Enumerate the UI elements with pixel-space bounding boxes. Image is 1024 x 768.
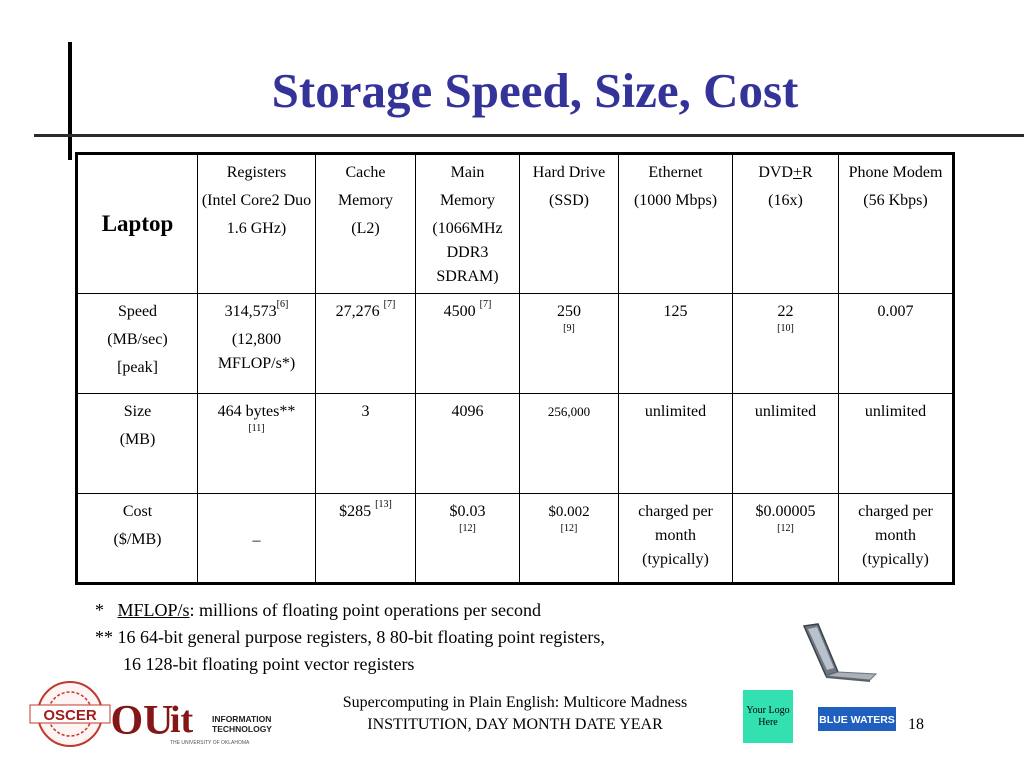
laptop-image [800, 622, 878, 684]
header-text: Main [450, 164, 485, 181]
cell-value: charged per month (typically) [858, 503, 933, 568]
cell-ref: [12] [777, 523, 794, 534]
cell-value: 3 [361, 403, 370, 420]
header-hard-drive [520, 154, 619, 294]
cell-text [419, 300, 516, 324]
table-cell [619, 494, 733, 584]
cell-text [319, 500, 412, 524]
cell-value: $0.03 [449, 503, 486, 520]
footnote-text: : millions of floating point operations per second [189, 600, 541, 620]
cell-value: charged per month (typically) [638, 503, 713, 568]
table-cell [839, 494, 954, 584]
cell-ref: [12] [459, 523, 476, 534]
it-logo-text: TECHNOLOGY [212, 724, 272, 734]
cell-ref: [7] [479, 299, 492, 310]
table-cell [316, 494, 416, 584]
footer-institution: INSTITUTION, DAY MONTH DATE YEAR [367, 716, 663, 733]
table-cell [198, 394, 316, 494]
table-cell [198, 294, 316, 394]
row-label-text: [peak] [117, 359, 158, 376]
table-row [77, 394, 954, 494]
footer-course: Supercomputing in Plain English: Multicore Madness [342, 694, 688, 711]
logo-placeholder: Your Logo Here [743, 690, 793, 743]
cell-value: 4096 [451, 403, 484, 420]
header-text: Hard Drive [532, 164, 606, 181]
cell-ref: [13] [375, 499, 392, 510]
footnote-mflops [95, 597, 605, 624]
header-text: Memory [337, 192, 394, 209]
row-label [77, 494, 198, 584]
cell-ref: [6] [276, 299, 289, 310]
table-cell [733, 394, 839, 494]
corner-label: Laptop [77, 154, 198, 294]
cell-value: $0.00005 [755, 503, 816, 520]
cell-value: 256,000 [547, 404, 591, 419]
header-cache [316, 154, 416, 294]
header-text: Memory [439, 192, 496, 209]
header-text: (SSD) [548, 192, 589, 209]
header-text: DVD [758, 164, 793, 181]
header-ethernet [619, 154, 733, 294]
table-cell [316, 394, 416, 494]
table-cell [520, 494, 619, 584]
row-label-text: ($/MB) [113, 531, 162, 548]
table-row [77, 294, 954, 394]
cell-ref: [10] [777, 323, 794, 334]
cell-ref: [12] [560, 523, 578, 534]
table-cell [520, 394, 619, 494]
table-cell [839, 294, 954, 394]
header-text: + [792, 164, 803, 181]
header-row [77, 154, 954, 294]
table-cell [198, 494, 316, 584]
cell-value: unlimited [864, 403, 927, 420]
header-text: (1066MHz DDR3 SDRAM) [432, 220, 503, 285]
cell-text [319, 300, 412, 324]
ou-logo [110, 688, 174, 746]
header-text: 1.6 GHz) [226, 220, 287, 237]
table-cell [416, 494, 520, 584]
page-number: 18 [908, 716, 924, 733]
header-text: (L2) [351, 220, 380, 237]
cell-value: 250 [557, 303, 581, 320]
oscer-logo-text: OSCER [43, 707, 97, 724]
it-logo [168, 692, 286, 748]
cell-ref: [9] [563, 323, 575, 334]
slide-footer [290, 692, 740, 736]
table-row [77, 494, 954, 584]
header-text: Ethernet [648, 164, 703, 181]
header-text: (56 Kbps) [863, 192, 928, 209]
slide-title: Storage Speed, Size, Cost [271, 63, 799, 118]
table-cell [316, 294, 416, 394]
table-cell [839, 394, 954, 494]
table-cell [619, 394, 733, 494]
it-logo-subtext: THE UNIVERSITY OF OKLAHOMA [170, 740, 250, 746]
cell-value: 27,276 [335, 303, 384, 320]
cell-ref: [11] [248, 423, 265, 434]
decorative-vertical-line [68, 42, 72, 160]
footnote-registers-cont: 16 128-bit floating point vector registers [123, 654, 415, 674]
header-text: (Intel Core2 Duo [201, 192, 312, 209]
table-cell [416, 294, 520, 394]
header-phone-modem [839, 154, 954, 294]
header-text: Phone Modem [848, 164, 943, 181]
cell-value: 464 bytes** [217, 403, 296, 420]
header-text: Cache [345, 164, 386, 181]
row-label [77, 294, 198, 394]
header-main-memory [416, 154, 520, 294]
row-label [77, 394, 198, 494]
it-logo-text: INFORMATION [212, 714, 272, 724]
footnote-marker: * [95, 600, 118, 620]
row-label-text: Speed [117, 303, 158, 320]
header-dvd [733, 154, 839, 294]
cell-value: 22 [777, 303, 794, 320]
table-cell [619, 294, 733, 394]
blue-waters-text: BLUE WATERS [819, 714, 895, 726]
cell-value: 125 [663, 303, 688, 320]
oscer-logo [25, 680, 115, 748]
footnote-term: MFLOP/s [117, 600, 190, 620]
cell-value: – [252, 532, 261, 549]
row-label-text: (MB/sec) [107, 331, 168, 348]
header-text [736, 161, 835, 185]
cell-value: 0.007 [877, 303, 914, 320]
header-text: (16x) [768, 192, 803, 209]
cell-value: $285 [339, 503, 376, 520]
storage-table [75, 152, 955, 585]
blue-waters-logo [818, 707, 896, 731]
header-registers [198, 154, 316, 294]
table-cell [520, 294, 619, 394]
table-cell [416, 394, 520, 494]
header-text: R [802, 164, 813, 181]
header-text: Registers [226, 164, 287, 181]
cell-extra: (12,800 MFLOP/s*) [217, 331, 296, 372]
decorative-horizontal-line [34, 134, 1024, 137]
cell-value: unlimited [644, 403, 707, 420]
row-label-text: Cost [122, 503, 153, 520]
table-cell [733, 294, 839, 394]
row-label-text: (MB) [119, 431, 156, 448]
footnote-registers: ** 16 64-bit general purpose registers, 8 80-bit floating point registers, [95, 627, 605, 647]
row-label-text: Size [123, 403, 152, 420]
cell-ref: [7] [383, 299, 396, 310]
cell-value: 314,573 [224, 303, 277, 320]
cell-value: 4500 [443, 303, 480, 320]
ou-logo-text: OU [110, 698, 174, 744]
footnotes [95, 597, 605, 678]
cell-text [201, 300, 312, 324]
cell-value: unlimited [754, 403, 817, 420]
table-cell [733, 494, 839, 584]
it-logo-mark: it [170, 699, 194, 741]
cell-value: $0.002 [548, 504, 590, 520]
header-text: (1000 Mbps) [633, 192, 718, 209]
